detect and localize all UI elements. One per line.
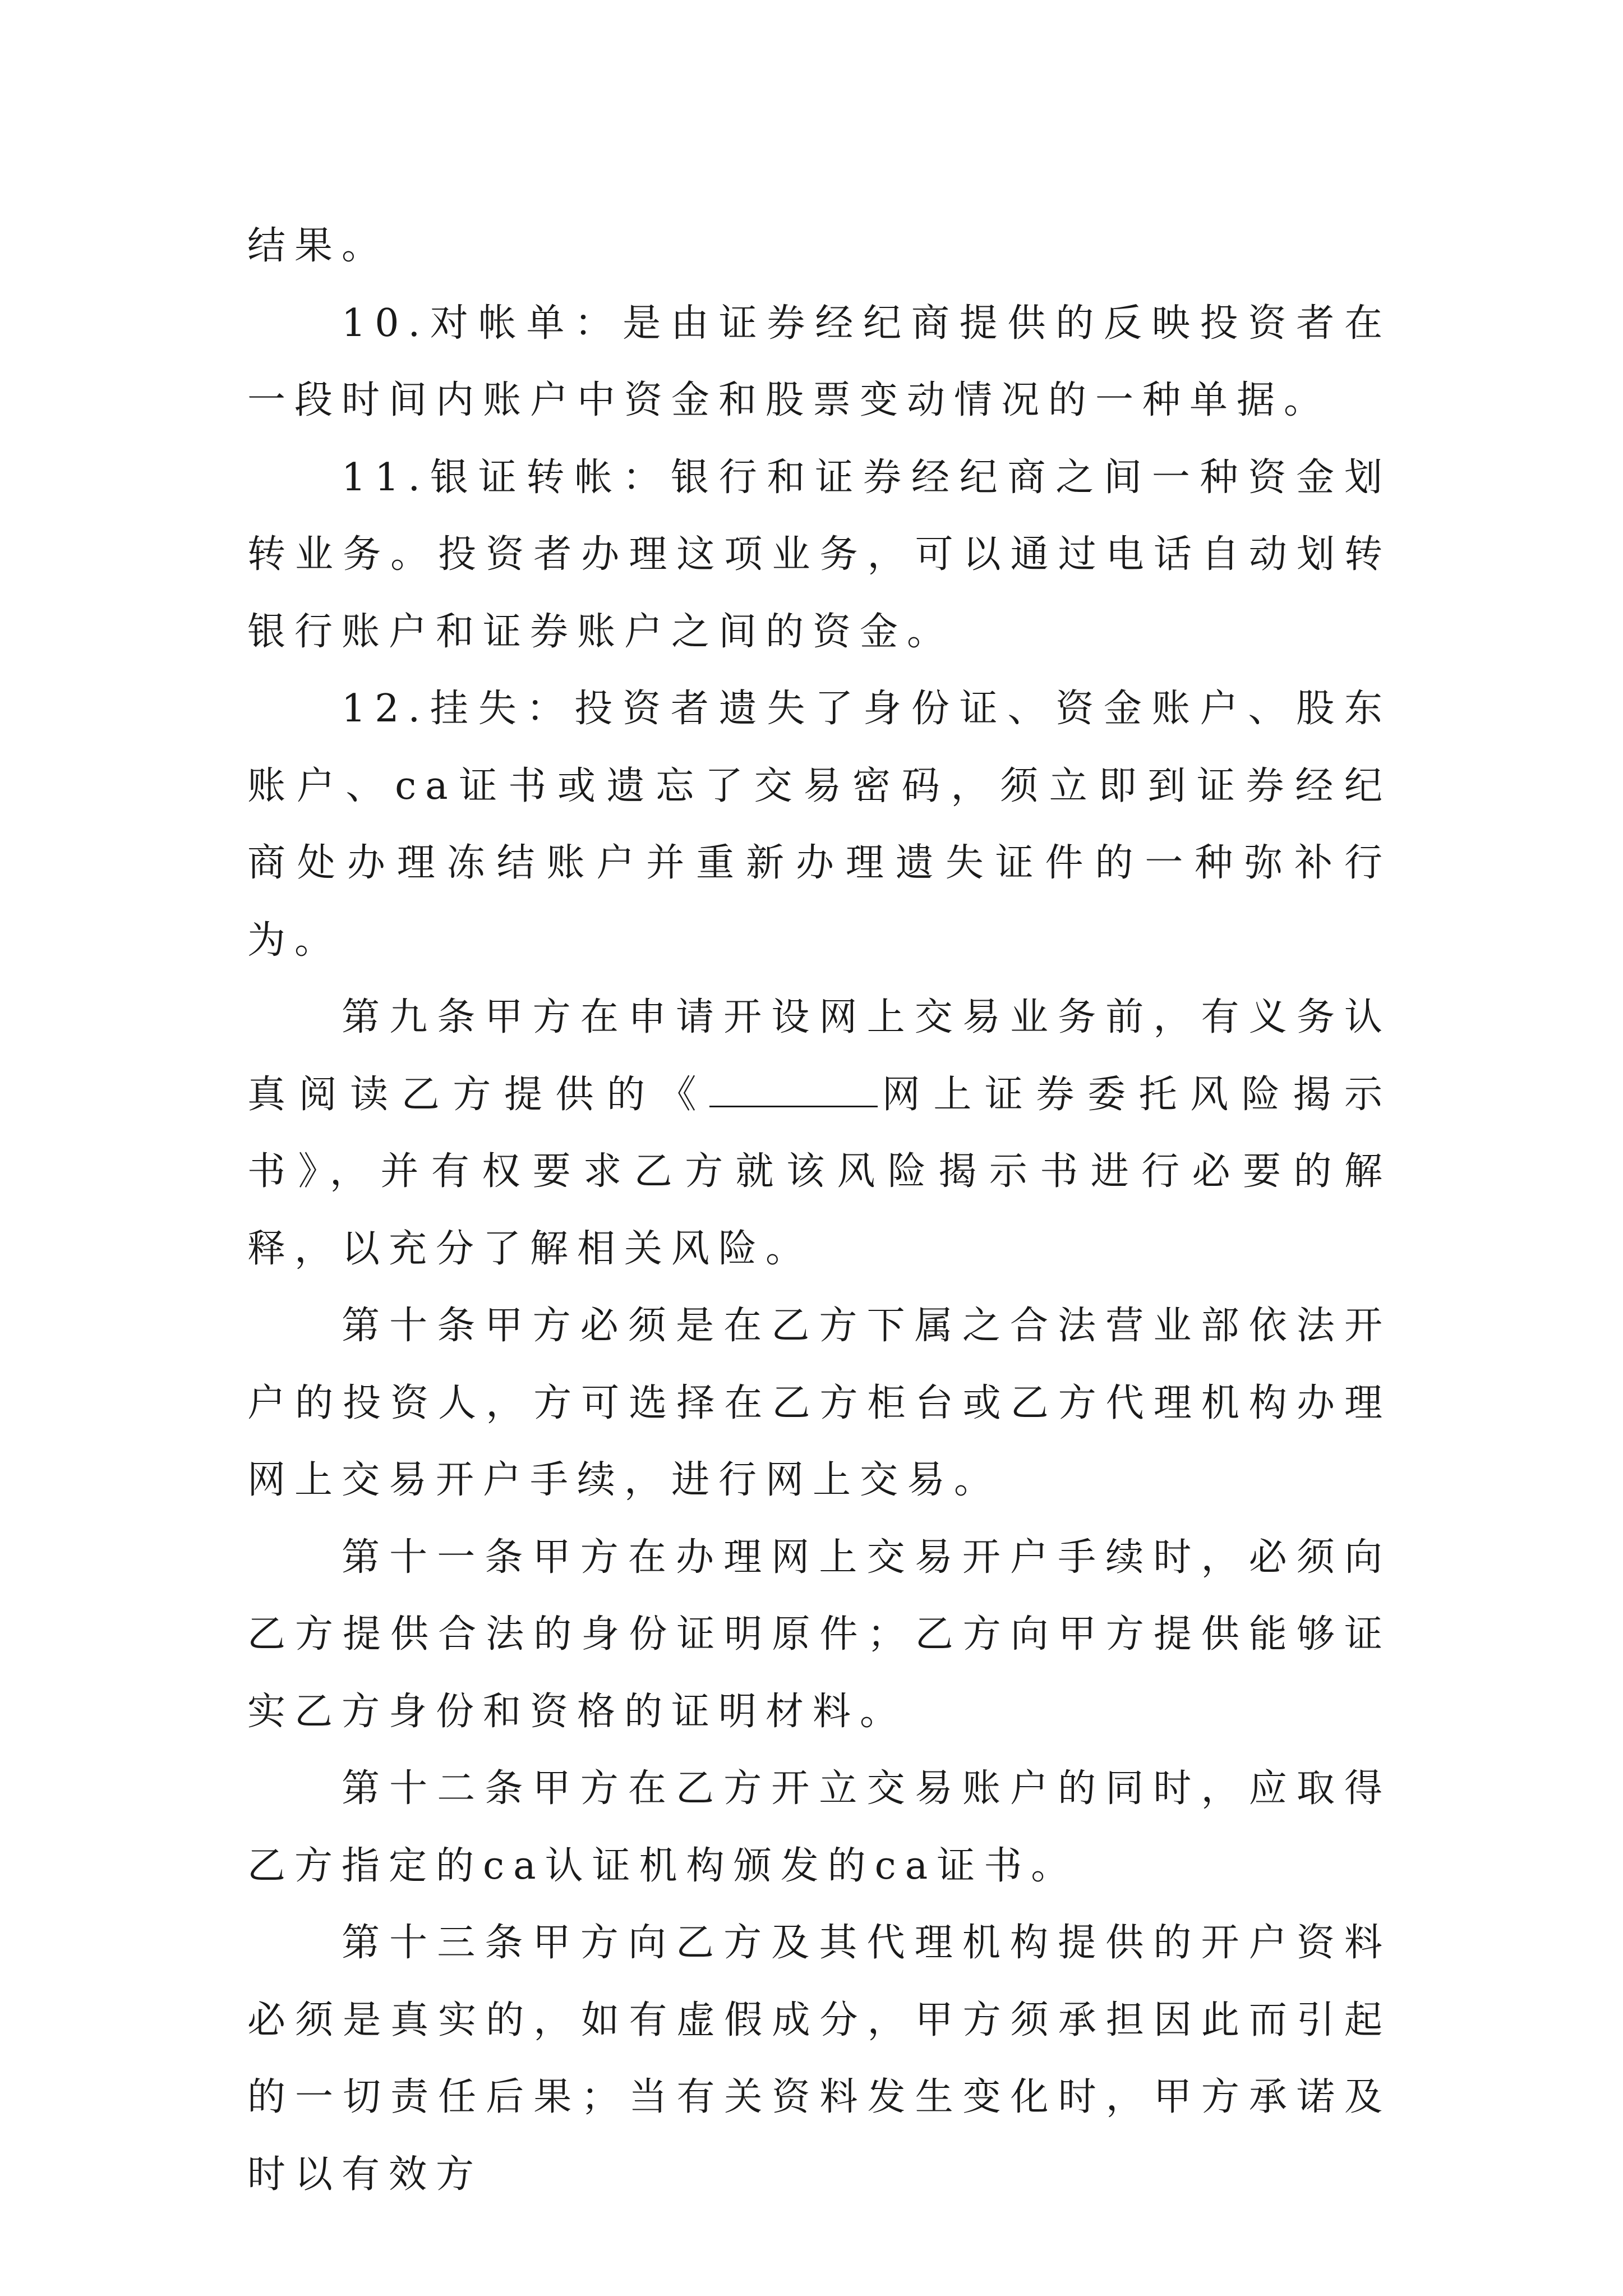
paragraph-article-11: 第十一条甲方在办理网上交易开户手续时，必须向乙方提供合法的身份证明原件；乙方向甲方提供能够证实乙方身份和资格的证明材料。 <box>247 1535 1391 1734</box>
article-9-text-before: 第九条甲方在申请开设网上交易业务前，有义务认真阅读乙方提供的《 <box>247 995 1391 1117</box>
paragraph-item-10-statement: 10.对帐单：是由证券经纪商提供的反映投资者在一段时间内账户中资金和股票变动情况的一种单据。 <box>247 301 1391 422</box>
document-body <box>247 208 1391 2213</box>
fill-in-blank <box>709 1073 878 1107</box>
paragraph-article-9 <box>247 979 1391 1287</box>
paragraph-article-12: 第十二条甲方在乙方开立交易账户的同时，应取得乙方指定的ca认证机构颁发的ca证书。 <box>247 1766 1391 1888</box>
paragraph-continuation: 结果。 <box>247 224 389 268</box>
paragraph-item-12-report-loss: 12.挂失：投资者遗失了身份证、资金账户、股东账户、ca证书或遗忘了交易密码，须立即到证券经纪商处办理冻结账户并重新办理遗失证件的一种弥补行为。 <box>247 687 1391 963</box>
paragraph-article-10: 第十条甲方必须是在乙方下属之合法营业部依法开户的投资人，方可选择在乙方柜台或乙方代理机构办理网上交易开户手续，进行网上交易。 <box>247 1304 1391 1502</box>
paragraph-item-11-bank-transfer: 11.银证转帐：银行和证券经纪商之间一种资金划转业务。投资者办理这项业务，可以通过电话自动划转银行账户和证券账户之间的资金。 <box>247 455 1391 654</box>
paragraph-article-13: 第十三条甲方向乙方及其代理机构提供的开户资料必须是真实的，如有虚假成分，甲方须承担因此而引起的一切责任后果；当有关资料发生变化时，甲方承诺及时以有效方 <box>247 1921 1391 2197</box>
article-9-text-after: 网上证券委托风险揭示书》，并有权要求乙方就该风险揭示书进行必要的解释，以充分了解相关风险。 <box>247 1072 1391 1271</box>
